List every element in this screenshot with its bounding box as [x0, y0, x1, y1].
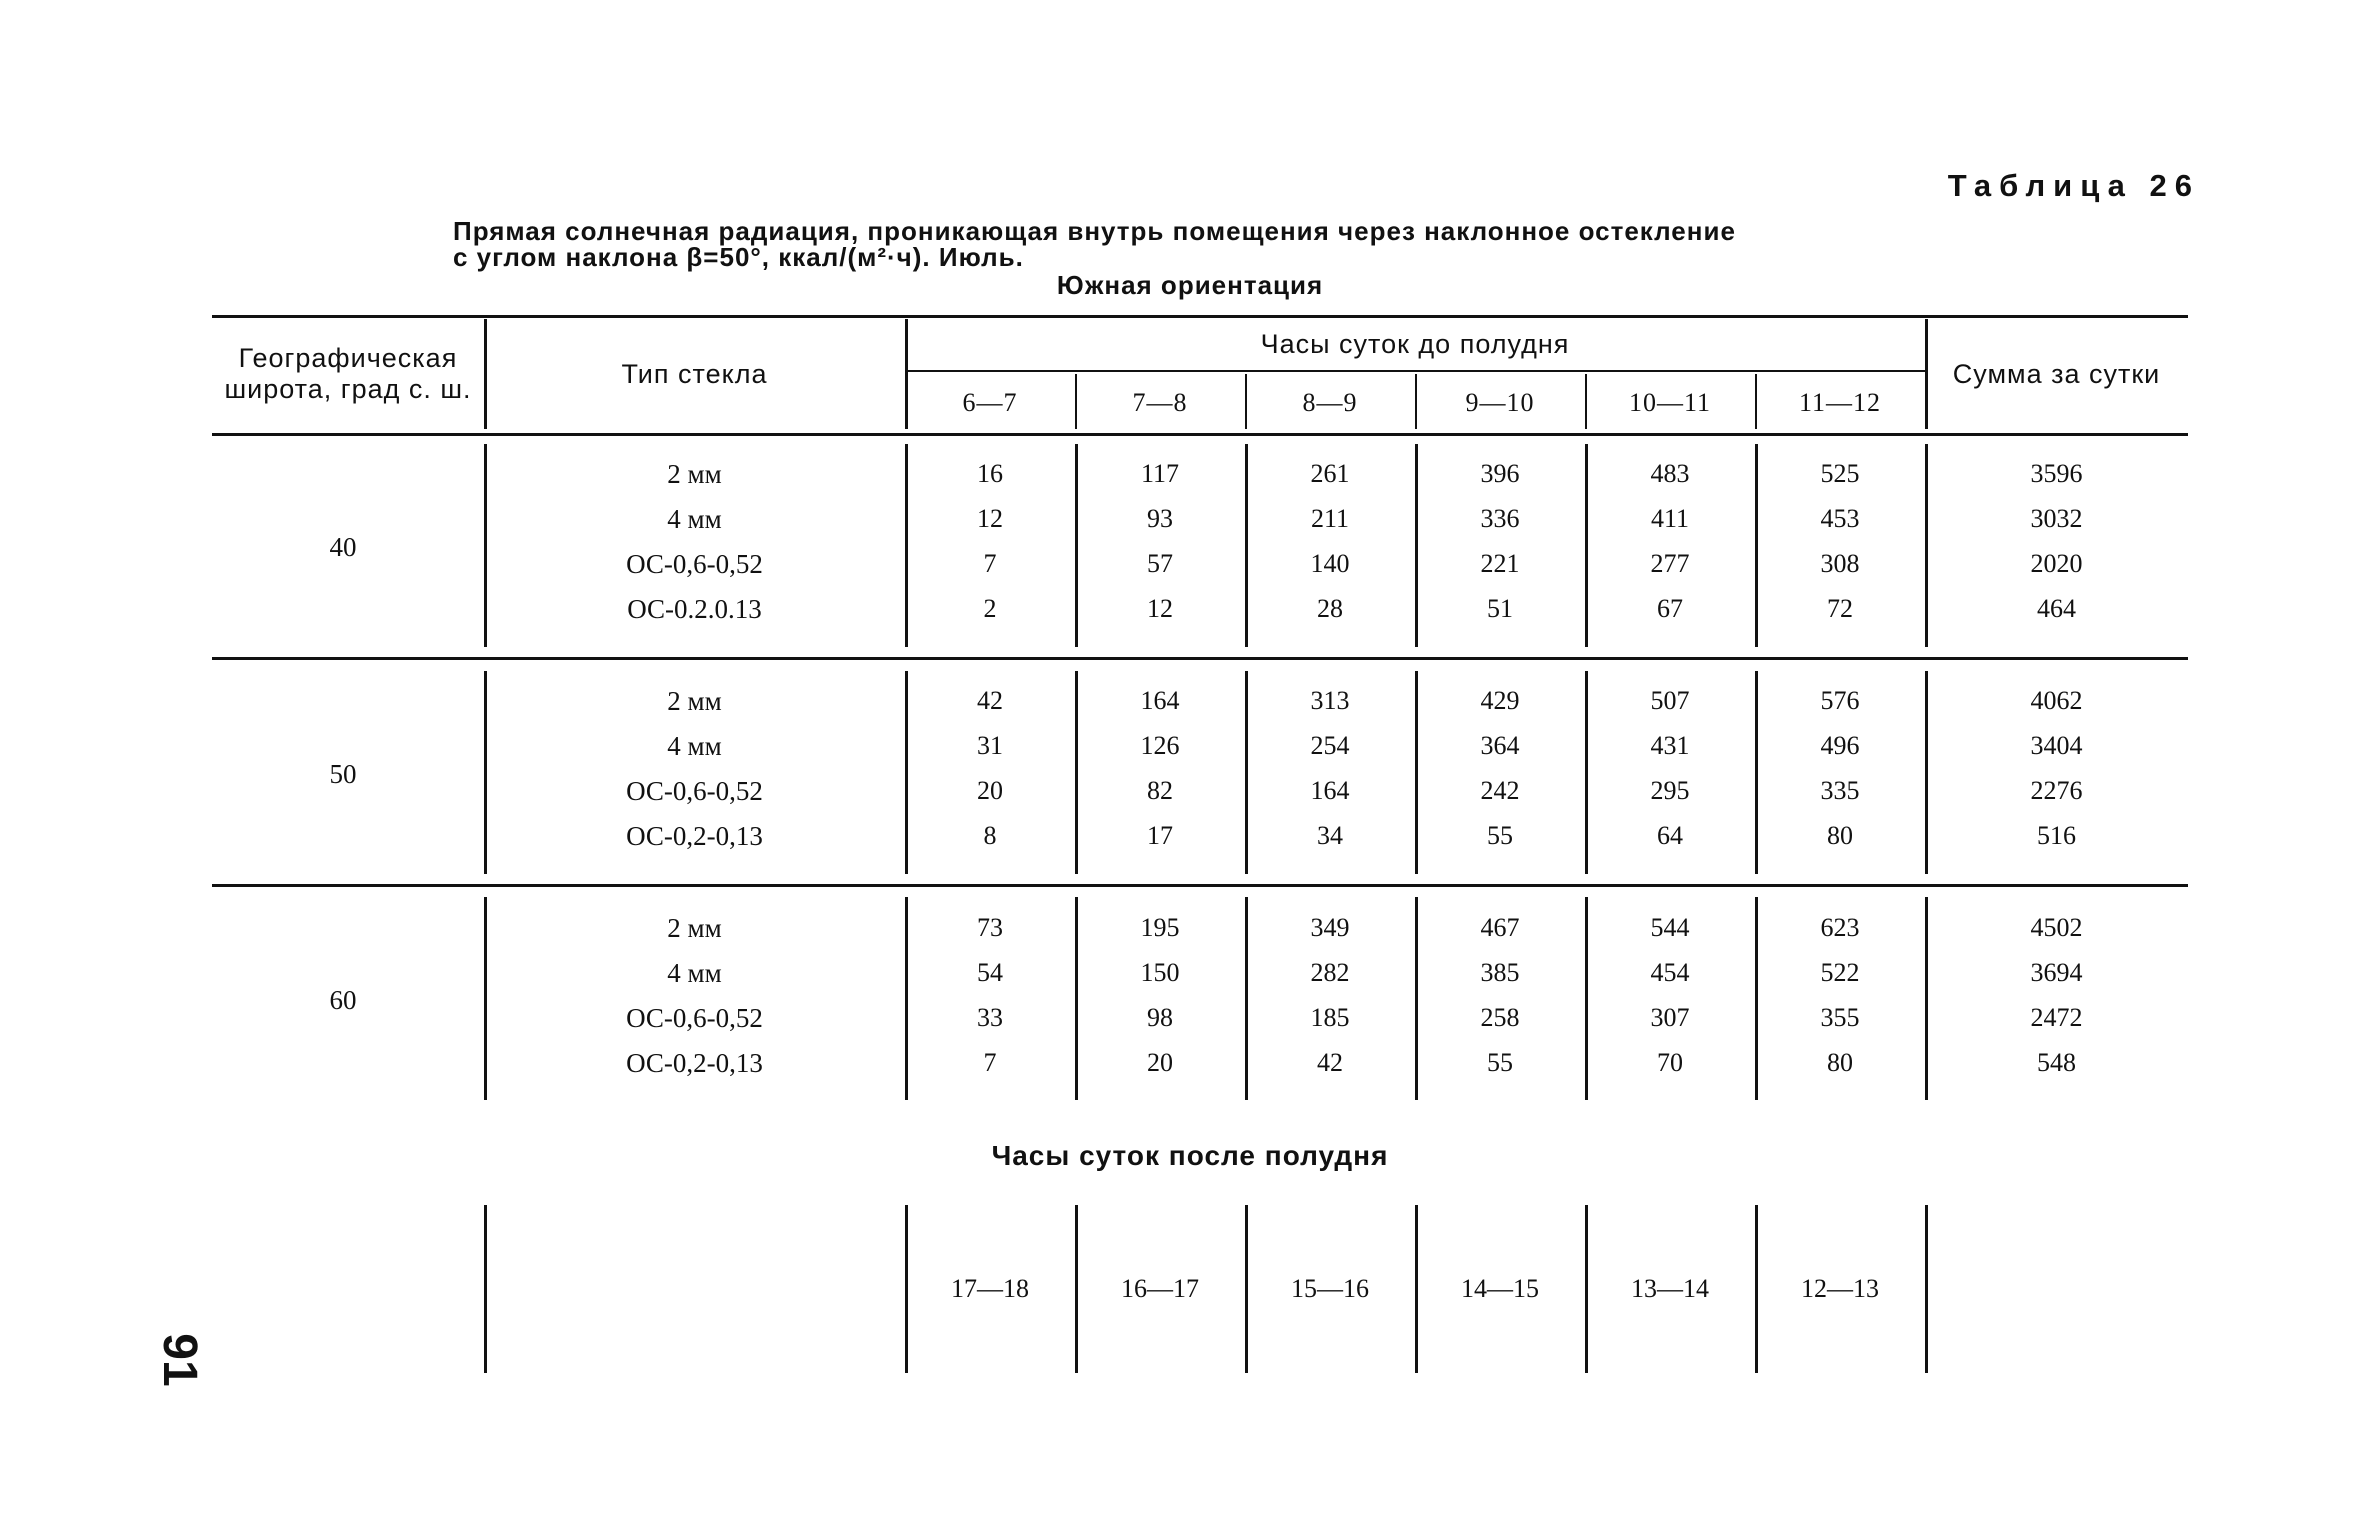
group-2-row-1-value-2: 282	[1310, 958, 1350, 987]
group-1-row-3-type: ОС-0,2-0,13	[626, 820, 763, 851]
group-0-row-0-value-0: 16	[977, 459, 1003, 488]
group-0-row-1-type: 4 мм	[667, 503, 722, 534]
group-0-row-1-value-3: 336	[1480, 504, 1520, 533]
group-2-row-2-value-4: 307	[1650, 1003, 1690, 1032]
group-1-row-0-type: 2 мм	[667, 685, 722, 716]
caption-line-2: с углом наклона β=50°, ккал/(м²·ч). Июль.	[453, 242, 1024, 272]
group-0-row-1-value-5: 453	[1820, 504, 1860, 533]
header-bottom-rule	[212, 433, 2188, 436]
group-0-row-2-value-3: 221	[1480, 549, 1520, 578]
group-0-row-2-sum: 2020	[2030, 549, 2083, 578]
group-0-row-2-value-5: 308	[1820, 549, 1860, 578]
group-2-row-2-value-3: 258	[1480, 1003, 1520, 1032]
group-2-row-3-value-2: 42	[1317, 1048, 1343, 1077]
group-0-row-1-sum: 3032	[2030, 504, 2083, 533]
group-1-row-1-sum: 3404	[2030, 731, 2083, 760]
group-1-row-2-value-4: 295	[1650, 776, 1690, 805]
group-0-row-0-type: 2 мм	[667, 458, 722, 489]
group-1-bottom-rule	[212, 884, 2188, 887]
group-1-row-2-sum: 2276	[2030, 776, 2083, 805]
group-1-row-2-value-3: 242	[1480, 776, 1520, 805]
group-1-row-1-value-2: 254	[1310, 731, 1350, 760]
group-2-row-1-type: 4 мм	[667, 957, 722, 988]
header-hour-3: 9—10	[1465, 388, 1535, 417]
group-1-row-2-value-1: 82	[1147, 776, 1173, 805]
group-0-row-3-value-4: 67	[1657, 594, 1683, 623]
header-daily-sum: Сумма за сутки	[1952, 358, 2161, 389]
group-0-row-2-value-1: 57	[1147, 549, 1173, 578]
group-1-row-1-type: 4 мм	[667, 730, 722, 761]
after-noon-hour-1: 16—17	[1121, 1274, 1199, 1303]
group-2-row-2-type: ОС-0,6-0,52	[626, 1002, 763, 1033]
group-0-row-1-value-0: 12	[977, 504, 1003, 533]
after-noon-hour-4: 13—14	[1631, 1274, 1709, 1303]
group-0-row-0-value-3: 396	[1480, 459, 1520, 488]
group-0-row-2-value-0: 7	[983, 549, 997, 578]
group-1-row-3-value-1: 17	[1147, 821, 1173, 850]
group-2-row-1-sum: 3694	[2030, 958, 2083, 987]
group-2-row-2-value-2: 185	[1310, 1003, 1350, 1032]
group-1-row-0-value-3: 429	[1480, 686, 1520, 715]
group-1-row-0-sum: 4062	[2030, 686, 2083, 715]
group-2-row-1-value-5: 522	[1820, 958, 1860, 987]
group-1-row-1-value-1: 126	[1140, 731, 1180, 760]
group-2-row-0-value-1: 195	[1140, 913, 1180, 942]
hours-subheader-rule	[905, 370, 1925, 372]
group-2-row-0-value-4: 544	[1650, 913, 1690, 942]
group-1-row-2-type: ОС-0,6-0,52	[626, 775, 763, 806]
group-1-row-3-value-0: 8	[983, 821, 997, 850]
group-2-row-2-value-5: 355	[1820, 1003, 1860, 1032]
group-2-row-3-value-4: 70	[1657, 1048, 1683, 1077]
group-2-row-2-sum: 2472	[2030, 1003, 2083, 1032]
group-0-latitude: 40	[329, 532, 357, 562]
group-0-row-3-type: ОС-0.2.0.13	[627, 593, 762, 624]
group-1-row-3-value-5: 80	[1827, 821, 1853, 850]
header-glass-type: Тип стекла	[621, 358, 768, 389]
group-0-row-0-value-5: 525	[1820, 459, 1860, 488]
group-0-row-3-value-1: 12	[1147, 594, 1173, 623]
after-noon-title: Часы суток после полудня	[991, 1140, 1389, 1171]
group-0-bottom-rule	[212, 657, 2188, 660]
after-noon-hour-0: 17—18	[951, 1274, 1029, 1303]
group-2-row-2-value-1: 98	[1147, 1003, 1173, 1032]
group-0-row-3-value-3: 51	[1487, 594, 1513, 623]
group-0-row-1-value-1: 93	[1147, 504, 1173, 533]
header-hour-0: 6—7	[962, 388, 1018, 417]
group-2-row-3-value-5: 80	[1827, 1048, 1853, 1077]
group-2-row-2-value-0: 33	[977, 1003, 1003, 1032]
caption-line-1: Прямая солнечная радиация, проникающая внутрь помещения через наклонное остекление	[453, 216, 1736, 246]
group-1-row-2-value-0: 20	[977, 776, 1003, 805]
group-0-row-3-value-2: 28	[1317, 594, 1343, 623]
header-hour-5: 11—12	[1798, 388, 1882, 417]
group-0-row-3-sum: 464	[2037, 594, 2076, 623]
group-2-row-3-value-0: 7	[983, 1048, 997, 1077]
group-1-row-3-value-4: 64	[1657, 821, 1683, 850]
header-hour-2: 8—9	[1302, 388, 1358, 417]
header-hour-4: 10—11	[1628, 388, 1712, 417]
group-0-row-0-value-4: 483	[1650, 459, 1690, 488]
group-2-row-0-sum: 4502	[2030, 913, 2083, 942]
after-noon-hour-5: 12—13	[1801, 1274, 1879, 1303]
group-1-row-1-value-4: 431	[1650, 731, 1690, 760]
page-number: 91	[153, 1333, 207, 1387]
group-1-row-2-value-5: 335	[1820, 776, 1860, 805]
group-2-divider-0	[484, 897, 487, 1100]
group-2-row-0-value-0: 73	[977, 913, 1003, 942]
group-1-row-3-sum: 516	[2037, 821, 2076, 850]
group-2-row-0-type: 2 мм	[667, 912, 722, 943]
group-0-row-3-value-0: 2	[983, 594, 997, 623]
group-0-row-0-value-2: 261	[1310, 459, 1350, 488]
group-1-row-1-value-3: 364	[1480, 731, 1520, 760]
group-1-row-2-value-2: 164	[1310, 776, 1350, 805]
after-noon-hour-3: 14—15	[1461, 1274, 1539, 1303]
header-hour-1: 7—8	[1132, 388, 1188, 417]
after-noon-hour-2: 15—16	[1291, 1274, 1369, 1303]
group-0-row-0-value-1: 117	[1140, 459, 1180, 488]
group-1-row-1-value-5: 496	[1820, 731, 1860, 760]
group-1-divider-0	[484, 671, 487, 874]
orientation-subtitle: Южная ориентация	[1056, 270, 1324, 300]
group-2-latitude: 60	[329, 985, 357, 1015]
group-2-row-0-value-5: 623	[1820, 913, 1860, 942]
table-label: Таблица 26	[1947, 168, 2200, 203]
group-2-row-3-value-3: 55	[1487, 1048, 1513, 1077]
group-0-row-3-value-5: 72	[1827, 594, 1853, 623]
after-noon-divider-7	[1925, 1205, 1928, 1373]
group-2-row-0-value-2: 349	[1310, 913, 1350, 942]
group-1-row-0-value-0: 42	[977, 686, 1003, 715]
group-2-row-3-value-1: 20	[1147, 1048, 1173, 1077]
header-latitude: Географическая широта, град с. ш.	[224, 343, 472, 404]
group-0-row-2-value-4: 277	[1650, 549, 1690, 578]
group-0-row-2-type: ОС-0,6-0,52	[626, 548, 763, 579]
group-1-row-0-value-2: 313	[1310, 686, 1350, 715]
group-1-row-3-value-2: 34	[1317, 821, 1343, 850]
table-top-rule	[212, 315, 2188, 318]
group-2-row-1-value-0: 54	[977, 958, 1003, 987]
group-2-row-3-type: ОС-0,2-0,13	[626, 1047, 763, 1078]
group-1-row-0-value-1: 164	[1140, 686, 1180, 715]
group-1-latitude: 50	[329, 759, 357, 789]
group-0-divider-0	[484, 444, 487, 647]
group-1-row-3-value-3: 55	[1487, 821, 1513, 850]
group-1-row-0-value-5: 576	[1820, 686, 1860, 715]
group-0-row-1-value-4: 411	[1650, 504, 1690, 533]
group-1-row-0-value-4: 507	[1650, 686, 1690, 715]
group-1-row-1-value-0: 31	[977, 731, 1003, 760]
group-2-row-3-sum: 548	[2037, 1048, 2076, 1077]
group-0-row-2-value-2: 140	[1310, 549, 1350, 578]
group-2-row-1-value-1: 150	[1140, 958, 1180, 987]
group-0-row-0-sum: 3596	[2030, 459, 2083, 488]
header-hours-before-noon: Часы суток до полудня	[1260, 329, 1570, 359]
group-2-row-0-value-3: 467	[1480, 913, 1520, 942]
group-0-row-1-value-2: 211	[1310, 504, 1350, 533]
after-noon-divider-0	[484, 1205, 487, 1373]
group-2-row-1-value-4: 454	[1650, 958, 1690, 987]
group-2-row-1-value-3: 385	[1480, 958, 1520, 987]
